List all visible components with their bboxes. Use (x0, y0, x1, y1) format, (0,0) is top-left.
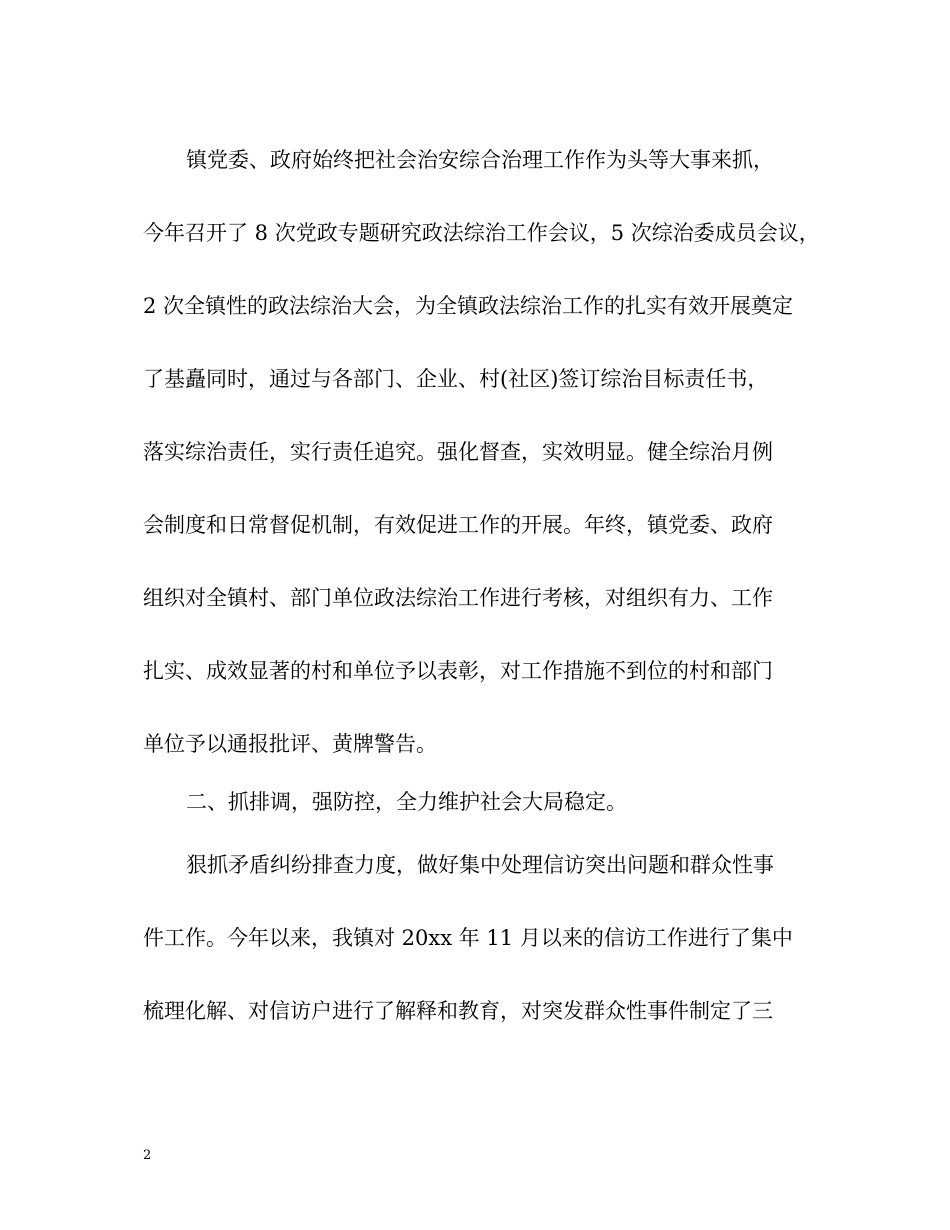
paragraph-line-11: 狠抓矛盾纠纷排查力度，做好集中处理信访突出问题和群众性事 (186, 853, 774, 877)
paragraph-line-1: 镇党委、政府始终把社会治安综合治理工作作为头等大事来抓， (186, 148, 774, 172)
paragraph-line-13: 梳理化解、对信访户进行了解释和教育，对突发群众性事件制定了三 (143, 999, 773, 1023)
paragraph-line-4: 了基矗同时，通过与各部门、企业、村(社区)签订综治目标责任书， (143, 367, 769, 391)
paragraph-line-12: 件工作。今年以来，我镇对 20xx 年 11 月以来的信访工作进行了集中 (143, 926, 793, 950)
paragraph-line-9: 单位予以通报批评、黄牌警告。 (143, 732, 437, 756)
paragraph-line-5: 落实综治责任，实行责任追究。强化督查，实效明显。健全综治月例 (143, 440, 773, 464)
section-heading: 二、抓排调，强防控，全力维护社会大局稳定。 (186, 790, 627, 814)
page-number: 2 (143, 1148, 152, 1163)
paragraph-line-2: 今年召开了 8 次党政专题研究政法综治工作会议，5 次综治委成员会议， (143, 221, 820, 245)
paragraph-line-3: 2 次全镇性的政法综治大会，为全镇政法综治工作的扎实有效开展奠定 (143, 294, 794, 318)
paragraph-line-6: 会制度和日常督促机制，有效促进工作的开展。年终，镇党委、政府 (143, 513, 773, 537)
paragraph-line-8: 扎实、成效显著的村和单位予以表彰，对工作措施不到位的村和部门 (143, 659, 773, 683)
paragraph-line-7: 组织对全镇村、部门单位政法综治工作进行考核，对组织有力、工作 (143, 586, 773, 610)
